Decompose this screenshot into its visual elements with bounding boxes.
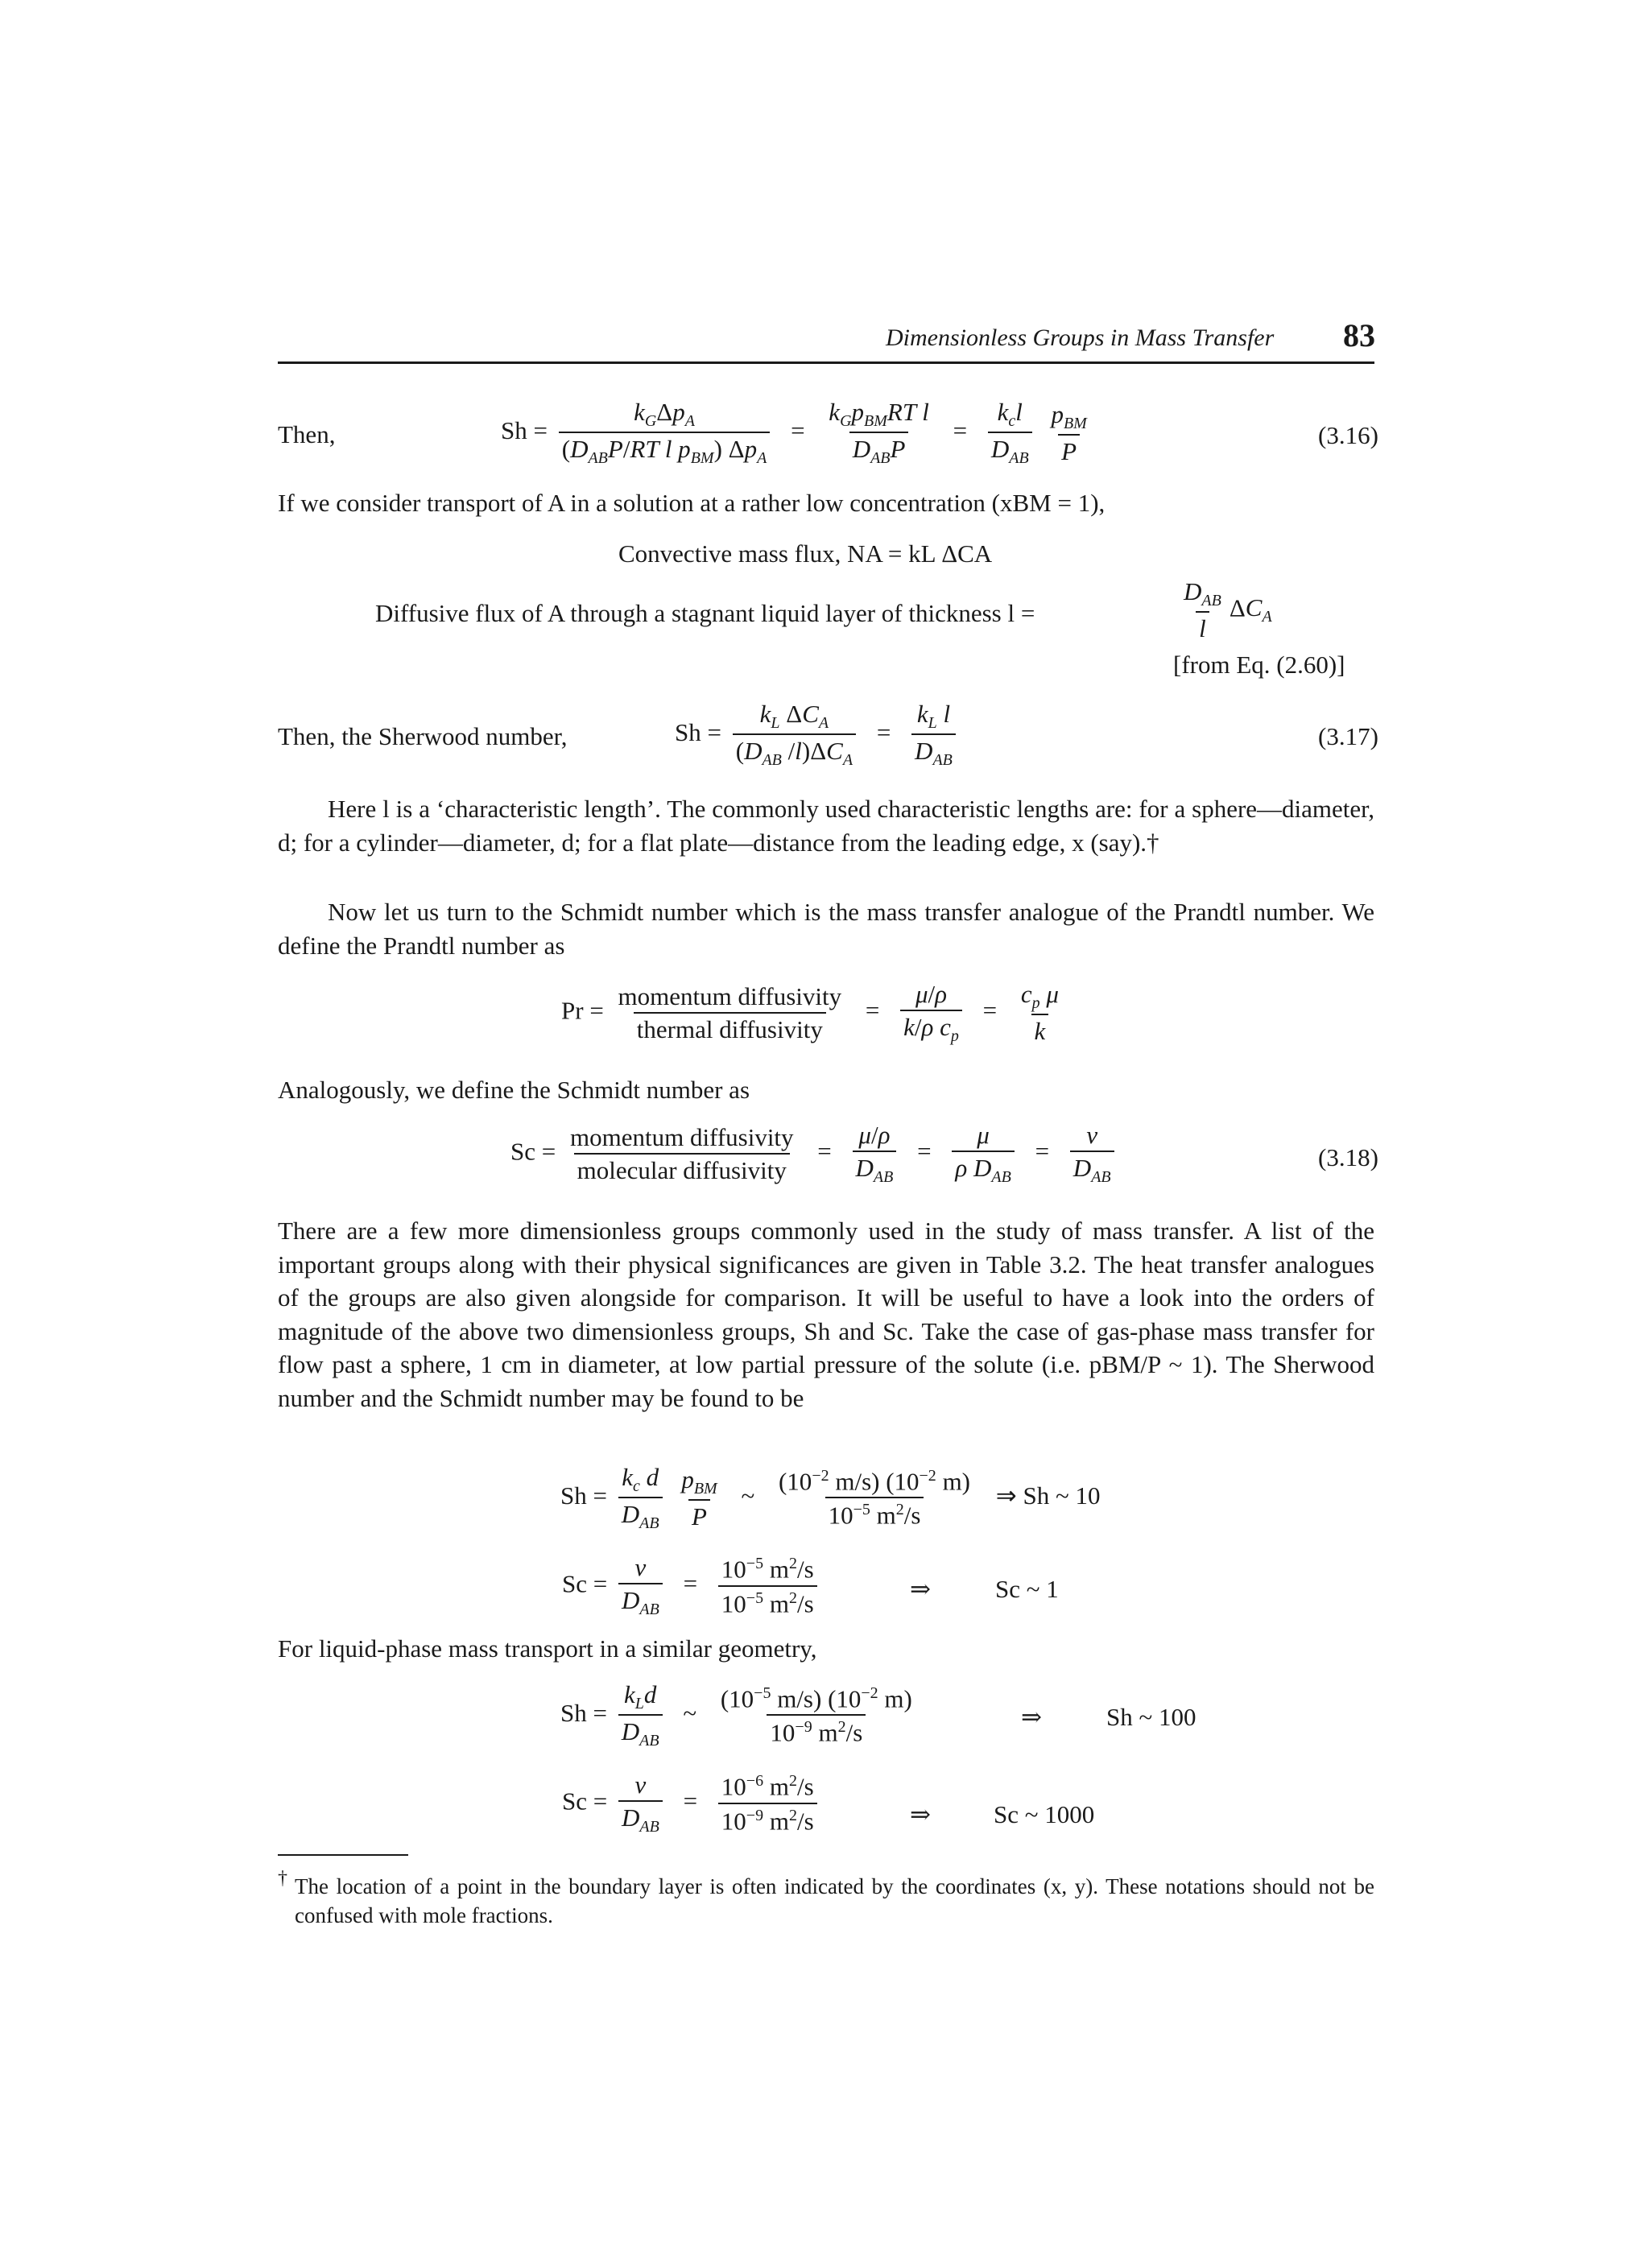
liquid-sherwood-estimate: Sh = $\frac{k_Ld}{D_{AB}}$ ~ $\frac{(10^{-5} m/s) (10^{-2} m)}{10^{-9} m^2/s}$	[560, 1680, 912, 1750]
gas-schmidt-estimate: Sc = $\frac{\nu}{D_{AB}}$ = $\frac{10^{-5} m^2/s}{10^{-5} m^2/s}$	[562, 1554, 822, 1618]
gas-sc-result: Sc ~ 1	[995, 1575, 1059, 1603]
analogously-sentence: Analogously, we define the Schmidt number as	[278, 1076, 750, 1104]
page-number: 83	[1343, 317, 1375, 353]
diffusive-flux-line: Diffusive flux of A through a stagnant liquid layer of thickness l =	[375, 599, 1035, 627]
prandtl-numerator: momentum diffusivity	[618, 981, 842, 1010]
liquid-sc-result: Sc ~ 1000	[994, 1800, 1095, 1828]
liquid-sc-arrow: ⇒	[910, 1800, 931, 1828]
eq-318-number: (3.18)	[1318, 1143, 1378, 1171]
prandtl-equation: Pr = $\frac{\text{momentum diffusivity}}{\text{thermal diffusivity}}$ = $\frac{\mu/\rho}{k/\rho c_p}$ = $\frac{c_p \mu}{k}$	[561, 980, 1059, 1046]
liquid-sh-arrow: ⇒	[1021, 1703, 1042, 1731]
liquid-sh-result: Sh ~ 100	[1106, 1703, 1196, 1731]
equation-3-16: Sh = $\frac{k_G\Delta p_A}{(D_{AB}P/RT l p_{BM}) \Delta p_A}$ = $\frac{k_Gp_{BM}RT l}{D_{AB}P}$ = $\frac{k_cl}{D_{AB}}$ $\frac{p_{BM}}{P}$	[501, 398, 1087, 468]
more-groups-paragraph: There are a few more dimensionless groups commonly used in the study of mass transfer. A list of the important groups along with their physical significances are given in Table 3.2. The heat transfer analogues of the groups are also given alongside for comparison. It will be useful to have a look into the orders of magnitude of the above two dimensionless groups, Sh and Sc. Take the case of gas-phase mass transfer for flow past a sphere, 1 cm in diameter, at low partial pressure of the solute (i.e. pBM/P ~ 1). The Sherwood number and the Schmidt number may be found to be	[278, 1217, 1374, 1412]
eq-317-lead: Then, the Sherwood number,	[278, 722, 568, 750]
low-concentration-sentence: If we consider transport of A in a solution at a rather low concentration (xBM = 1),	[278, 489, 1106, 517]
eq-316-lead: Then,	[278, 420, 336, 448]
from-eq-reference: [from Eq. (2.60)]	[1173, 651, 1345, 679]
schmidt-denominator: molecular diffusivity	[574, 1153, 790, 1184]
header-rule	[278, 361, 1374, 364]
gas-sh-result: ⇒ Sh ~ 10	[995, 1481, 1101, 1510]
footnote-mark: †	[278, 1868, 287, 1889]
diffusive-flux-expression: $\frac{D_{AB}}{l}$ $\Delta C_A$	[1184, 577, 1272, 643]
eq-316-number: (3.16)	[1318, 421, 1378, 449]
gas-sherwood-estimate: Sh = $\frac{k_c d}{D_{AB}}$ $\frac{p_{BM}}{P}$ ~ $\frac{(10^{-2} m/s) (10^{-2} m)}{10^{-5} m^2/s}$ ⇒ Sh ~ 10	[560, 1463, 1101, 1533]
eq-317-number: (3.17)	[1318, 722, 1378, 750]
footnote-text: The location of a point in the boundary layer is often indicated by the coordinates (x, y). These notations should not be confused with mole fractions.	[295, 1874, 1374, 1927]
schmidt-intro-paragraph: Now let us turn to the Schmidt number which is the mass transfer analogue of the Prandtl number. We define the Prandtl number as	[278, 898, 1374, 960]
liquid-schmidt-estimate: Sc = $\frac{\nu}{D_{AB}}$ = $\frac{10^{-6} m^2/s}{10^{-9} m^2/s}$	[562, 1771, 822, 1836]
convective-flux-line: Convective mass flux, NA = kL ΔCA	[618, 539, 993, 568]
equation-3-18: Sc = $\frac{\text{momentum diffusivity}}{\text{molecular diffusivity}}$ = $\frac{\mu/\rho}{D_{AB}}$ = $\frac{\mu}{\rho D_{AB}}$ = $\frac{\nu}{D_{AB}}$	[510, 1122, 1119, 1186]
liquid-phase-sentence: For liquid-phase mass transport in a similar geometry,	[278, 1634, 817, 1663]
schmidt-numerator: momentum diffusivity	[569, 1122, 794, 1151]
running-title: Dimensionless Groups in Mass Transfer	[886, 324, 1275, 351]
footnote-rule	[278, 1854, 408, 1856]
gas-sc-arrow: ⇒	[910, 1575, 931, 1603]
characteristic-length-paragraph: Here l is a ‘characteristic length’. The commonly used characteristic lengths are: for a sphere—diameter, d; for a cylinder—diameter, d; for a flat plate—distance from the leading edge, x (say).†	[278, 795, 1374, 857]
equation-3-17: Sh = $\frac{k_L \Delta C_A}{(D_{AB} /l)\Delta C_A}$ = $\frac{k_L l}{D_{AB}}$	[675, 700, 961, 769]
prandtl-denominator: thermal diffusivity	[634, 1012, 826, 1043]
